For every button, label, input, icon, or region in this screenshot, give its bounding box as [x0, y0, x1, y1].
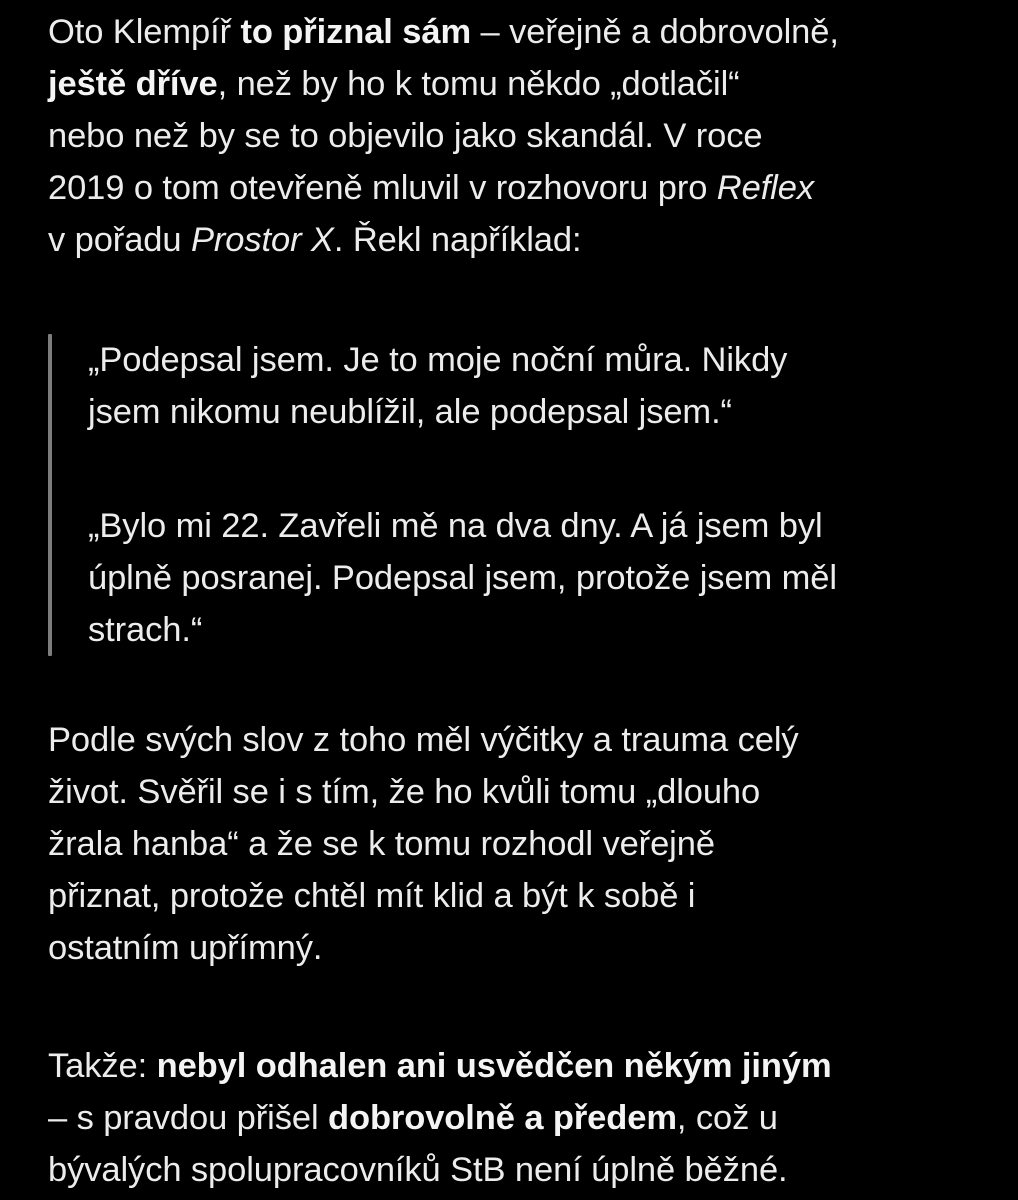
text-line: ostatním upřímný.	[48, 929, 323, 967]
paragraph-intro	[48, 6, 839, 266]
text-segment: Takže:	[48, 1047, 157, 1085]
bold-text: to přiznal sám	[240, 13, 472, 51]
paragraph-conclusion	[48, 1040, 832, 1196]
italic-text: Prostor X	[190, 221, 334, 259]
text-line: „Bylo mi 22. Zavřeli mě na dva dny. A já jsem byl	[88, 507, 823, 545]
text-line: bývalých spolupracovníků StB není úplně běžné.	[48, 1151, 788, 1189]
text-segment: . Řekl například:	[333, 221, 582, 259]
text-line	[48, 162, 839, 214]
text-segment: 2019 o tom otevřeně mluvil v rozhovoru pro	[48, 169, 717, 207]
quote-paragraph	[88, 334, 787, 438]
blockquote	[48, 334, 988, 656]
text-line: život. Svěřil se i s tím, že ho kvůli tomu „dlouho	[48, 773, 761, 811]
text-segment: Oto Klempíř	[48, 13, 241, 51]
text-line	[48, 214, 839, 266]
text-line: strach.“	[88, 611, 203, 649]
bold-text: dobrovolně a předem	[328, 1099, 677, 1137]
text-segment: v pořadu	[48, 221, 191, 259]
text-line: přiznat, protože chtěl mít klid a být k sobě i	[48, 877, 696, 915]
text-line: jsem nikomu neublížil, ale podepsal jsem.“	[88, 393, 732, 431]
text-segment: , což u	[676, 1099, 778, 1137]
text-segment: , než by ho k tomu někdo „dotlačil“	[217, 65, 740, 103]
text-line: nebo než by se to objevilo jako skandál. V roce	[48, 117, 763, 155]
quote-paragraph	[88, 500, 837, 656]
text-line: Podle svých slov z toho měl výčitky a trauma celý	[48, 721, 799, 759]
bold-text: ještě dříve	[48, 65, 218, 103]
text-line: žrala hanba“ a že se k tomu rozhodl veřejně	[48, 825, 715, 863]
paragraph-feelings	[48, 714, 799, 974]
text-line	[48, 6, 839, 58]
text-line	[48, 1040, 832, 1092]
text-line: „Podepsal jsem. Je to moje noční můra. Nikdy	[88, 341, 788, 379]
text-segment: – s pravdou přišel	[48, 1099, 328, 1137]
blockquote-bar	[48, 334, 52, 656]
text-segment: – veřejně a dobrovolně,	[471, 13, 839, 51]
text-line	[48, 58, 839, 110]
bold-text: nebyl odhalen ani usvědčen někým jiným	[156, 1047, 832, 1085]
text-line: úplně posranej. Podepsal jsem, protože jsem měl	[88, 559, 837, 597]
italic-text: Reflex	[716, 169, 814, 207]
text-line	[48, 1092, 832, 1144]
